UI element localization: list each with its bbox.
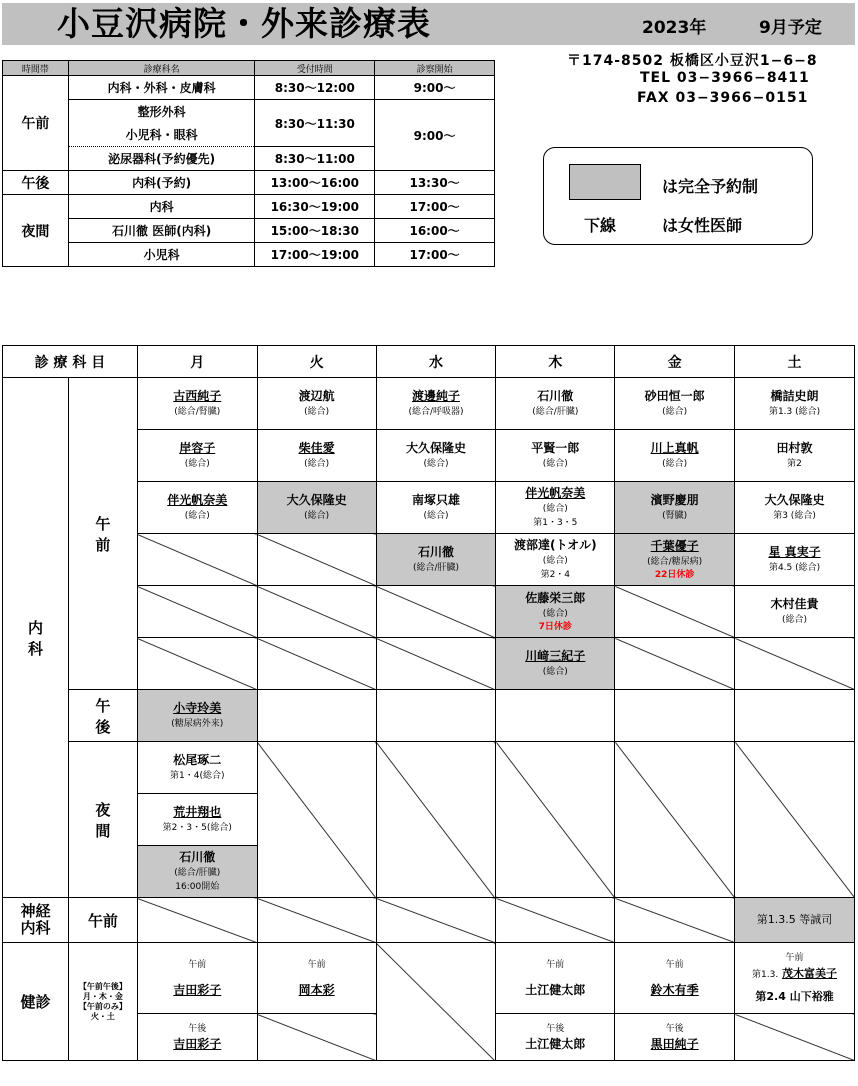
empty-cell bbox=[735, 690, 855, 742]
start-cell: 17:00〜 bbox=[375, 243, 495, 267]
day-header-sat: 土 bbox=[735, 346, 855, 378]
reception-cell: 15:00〜18:30 bbox=[255, 219, 375, 243]
address-tel: TEL 03−3966−8411 bbox=[640, 70, 810, 86]
reception-cell: 8:30〜12:00 bbox=[255, 76, 375, 100]
day-header-tue: 火 bbox=[257, 346, 376, 378]
doctor-cell: 南塚只雄 (総合) bbox=[376, 482, 496, 534]
naika-label: 内 科 bbox=[3, 378, 69, 898]
dept-cell: 内科 bbox=[68, 195, 255, 219]
shinkei-am-label: 午前 bbox=[68, 898, 137, 943]
doctor-cell-reserved: 第1.3.5 等誠司 bbox=[735, 898, 855, 943]
empty-cell bbox=[257, 638, 376, 690]
start-cell: 16:00〜 bbox=[375, 219, 495, 243]
period-night: 夜間 bbox=[3, 195, 69, 267]
empty-cell bbox=[257, 742, 376, 898]
hours-header-cell: 診療科名 bbox=[68, 61, 255, 76]
doctor-cell: 古西純子 (総合/腎臓) bbox=[137, 378, 257, 430]
doctor-cell: 星 真実子 第4.5 (総合) bbox=[735, 534, 855, 586]
empty-cell bbox=[257, 690, 376, 742]
doctor-cell: 柴佳愛 (総合) bbox=[257, 430, 376, 482]
empty-cell bbox=[257, 534, 376, 586]
am-label: 午 前 bbox=[68, 378, 137, 690]
empty-cell bbox=[496, 690, 615, 742]
dept-cell: 内科(予約) bbox=[68, 171, 255, 195]
doctor-cell-reserved: 大久保隆史 (総合) bbox=[257, 482, 376, 534]
legend-gray-swatch bbox=[569, 164, 641, 200]
dept-cell: 泌尿器科(予約優先) bbox=[68, 147, 255, 171]
doctor-cell: 川上真帆 (総合) bbox=[615, 430, 735, 482]
hours-header-cell: 受付時間 bbox=[255, 61, 375, 76]
kenshin-cell: 午前 岡本彩 bbox=[257, 943, 376, 1014]
start-cell: 17:00〜 bbox=[375, 195, 495, 219]
day-header-thu: 木 bbox=[496, 346, 615, 378]
empty-cell bbox=[615, 690, 735, 742]
legend-reserved-text: は完全予約制 bbox=[662, 177, 759, 196]
empty-cell bbox=[257, 898, 376, 943]
kenshin-note: 【午前午後】 月・木・金 【午前のみ】 火・土 bbox=[68, 943, 137, 1061]
legend-box bbox=[543, 147, 813, 245]
legend-underline-text: 下線 bbox=[584, 216, 617, 235]
kenshin-cell: 午前 第1.3. 茂木富美子 第2.4 山下裕雅 bbox=[735, 943, 855, 1014]
shinkei-label: 神経 内科 bbox=[3, 898, 69, 943]
day-header-mon: 月 bbox=[137, 346, 257, 378]
empty-cell bbox=[137, 586, 257, 638]
page-title: 小豆沢病院・外来診療表 bbox=[57, 4, 431, 43]
address-fax: FAX 03−3966−0151 bbox=[637, 90, 809, 106]
night-label: 夜 間 bbox=[68, 742, 137, 898]
period-pm: 午後 bbox=[3, 171, 69, 195]
pm-label: 午 後 bbox=[68, 690, 137, 742]
reception-cell: 8:30〜11:00 bbox=[255, 147, 375, 171]
hours-table bbox=[2, 60, 495, 267]
year-label: 2023年 bbox=[642, 18, 707, 38]
doctor-cell-reserved: 石川徹 (総合/肝臓) bbox=[376, 534, 496, 586]
title-bar bbox=[2, 3, 855, 45]
reception-cell: 13:00〜16:00 bbox=[255, 171, 375, 195]
doctor-cell: 木村佳貴 (総合) bbox=[735, 586, 855, 638]
doctor-cell-reserved: 濱野慶朋 (腎臓) bbox=[615, 482, 735, 534]
empty-cell bbox=[257, 586, 376, 638]
doctor-cell: 平賢一郎 (総合) bbox=[496, 430, 615, 482]
empty-cell bbox=[376, 943, 496, 1061]
doctor-cell-reserved: 佐藤栄三郎 (総合) 7日休診 bbox=[496, 586, 615, 638]
dept-cell: 小児科・眼科 bbox=[68, 123, 255, 147]
reception-cell: 8:30〜11:30 bbox=[255, 100, 375, 147]
empty-cell bbox=[257, 1014, 376, 1061]
dept-cell: 整形外科 bbox=[68, 100, 255, 124]
doctor-cell: 大久保隆史 第3 (総合) bbox=[735, 482, 855, 534]
empty-cell bbox=[615, 898, 735, 943]
empty-cell bbox=[735, 1014, 855, 1061]
empty-cell bbox=[376, 638, 496, 690]
kenshin-label: 健診 bbox=[3, 943, 69, 1061]
doctor-cell: 岸容子 (総合) bbox=[137, 430, 257, 482]
schedule-table bbox=[2, 345, 855, 1061]
subject-header: 診 療 科 目 bbox=[3, 346, 138, 378]
empty-cell bbox=[376, 898, 496, 943]
doctor-cell-reserved: 石川徹 (総合/肝臓) 16:00開始 bbox=[137, 846, 257, 898]
hours-header-cell: 時間帯 bbox=[3, 61, 69, 76]
reception-cell: 16:30〜19:00 bbox=[255, 195, 375, 219]
dept-cell: 小児科 bbox=[68, 243, 255, 267]
kenshin-cell: 午後 吉田彩子 bbox=[137, 1014, 257, 1061]
empty-cell bbox=[496, 742, 615, 898]
empty-cell bbox=[496, 898, 615, 943]
day-header-wed: 水 bbox=[376, 346, 496, 378]
dept-cell: 内科・外科・皮膚科 bbox=[68, 76, 255, 100]
empty-cell bbox=[735, 638, 855, 690]
doctor-cell: 渡部達(トオル) (総合) 第2・4 bbox=[496, 534, 615, 586]
doctor-cell: 大久保隆史 (総合) bbox=[376, 430, 496, 482]
empty-cell bbox=[735, 742, 855, 898]
dept-cell: 石川徹 医師(内科) bbox=[68, 219, 255, 243]
doctor-cell-reserved: 川﨑三紀子 (総合) bbox=[496, 638, 615, 690]
empty-cell bbox=[376, 742, 496, 898]
doctor-cell-reserved: 小寺玲美 (糖尿病外来) bbox=[137, 690, 257, 742]
empty-cell bbox=[376, 690, 496, 742]
day-header-fri: 金 bbox=[615, 346, 735, 378]
doctor-cell: 渡辺航 (総合) bbox=[257, 378, 376, 430]
start-cell: 13:30〜 bbox=[375, 171, 495, 195]
doctor-cell-reserved: 千葉優子 (総合/糖尿病) 22日休診 bbox=[615, 534, 735, 586]
empty-cell bbox=[137, 638, 257, 690]
doctor-cell: 渡邊純子 (総合/呼吸器) bbox=[376, 378, 496, 430]
doctor-cell: 伴光帆奈美 (総合) 第1・3・5 bbox=[496, 482, 615, 534]
doctor-cell: 伴光帆奈美 (総合) bbox=[137, 482, 257, 534]
doctor-cell: 荒井翔也 第2・3・5(総合) bbox=[137, 794, 257, 846]
kenshin-cell: 午後 黒田純子 bbox=[615, 1014, 735, 1061]
month-label: 9月予定 bbox=[759, 18, 822, 38]
start-cell: 9:00〜 bbox=[375, 76, 495, 100]
empty-cell bbox=[376, 586, 496, 638]
kenshin-cell: 午前 鈴木有季 bbox=[615, 943, 735, 1014]
empty-cell bbox=[615, 638, 735, 690]
doctor-cell: 田村敦 第2 bbox=[735, 430, 855, 482]
kenshin-cell: 午前 土江健太郎 bbox=[496, 943, 615, 1014]
empty-cell bbox=[137, 534, 257, 586]
address-zip: 〒174-8502 板橋区小豆沢1−6−8 bbox=[567, 53, 818, 69]
empty-cell bbox=[137, 898, 257, 943]
kenshin-cell: 午前 吉田彩子 bbox=[137, 943, 257, 1014]
doctor-cell: 橋詰史朗 第1.3 (総合) bbox=[735, 378, 855, 430]
empty-cell bbox=[615, 742, 735, 898]
period-am: 午前 bbox=[3, 76, 69, 171]
doctor-cell: 松尾琢二 第1・4(総合) bbox=[137, 742, 257, 794]
empty-cell bbox=[615, 586, 735, 638]
kenshin-cell: 午後 土江健太郎 bbox=[496, 1014, 615, 1061]
doctor-cell: 砂田恒一郎 (総合) bbox=[615, 378, 735, 430]
doctor-cell: 石川徹 (総合/肝臓) bbox=[496, 378, 615, 430]
hours-header-cell: 診察開始 bbox=[375, 61, 495, 76]
legend-female-text: は女性医師 bbox=[662, 216, 743, 235]
reception-cell: 17:00〜19:00 bbox=[255, 243, 375, 267]
start-cell: 9:00〜 bbox=[375, 100, 495, 171]
